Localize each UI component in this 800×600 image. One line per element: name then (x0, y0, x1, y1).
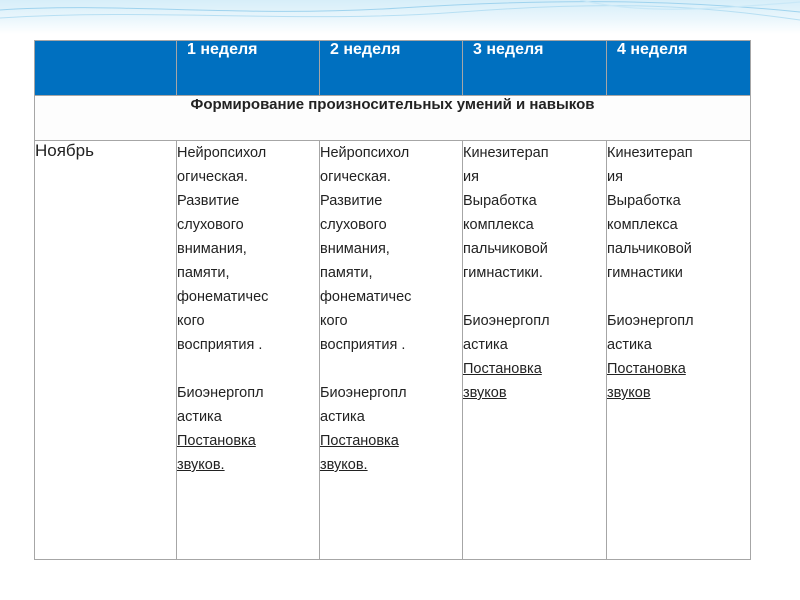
underlined-line: Постановка (320, 433, 399, 449)
underlined-line: звуков. (177, 457, 225, 473)
underlined-line: звуков. (320, 457, 368, 473)
week-1-cell (177, 141, 320, 560)
activity-line: Выработка (463, 193, 537, 209)
header-week-3: 3 неделя (463, 41, 607, 96)
activity-line: кого (320, 313, 348, 329)
activity-line: кого (177, 313, 205, 329)
activity-line: восприятия . (320, 337, 406, 353)
week-2-cell (320, 141, 463, 560)
activity-line: гимнастики (607, 265, 683, 281)
activity-line: огическая. (320, 169, 391, 185)
bio-line: астика (607, 337, 652, 353)
activity-line: Кинезитерап (607, 145, 693, 161)
activity-line: пальчиковой (463, 241, 548, 257)
activity-line: Нейропсихол (320, 145, 410, 161)
line-gap (463, 285, 606, 309)
section-title: Формирование произносительных умений и навыков (35, 96, 751, 141)
activity-line: комплекса (607, 217, 678, 233)
activity-line: фонематичес (177, 289, 269, 305)
underlined-line: звуков (463, 385, 507, 401)
schedule-table (34, 40, 751, 560)
line-gap (320, 357, 462, 381)
bio-line: астика (320, 409, 365, 425)
activity-line: огическая. (177, 169, 248, 185)
activity-line: Нейропсихол (177, 145, 267, 161)
activity-line: ия (463, 169, 479, 185)
section-row (35, 96, 751, 141)
activity-line: внимания, (177, 241, 247, 257)
activity-line: ия (607, 169, 623, 185)
activity-line: Кинезитерап (463, 145, 549, 161)
header-week-2: 2 неделя (320, 41, 463, 96)
bio-line: Биоэнергопл (463, 313, 550, 329)
activity-line: памяти, (320, 265, 373, 281)
underlined-line: Постановка (607, 361, 686, 377)
activity-line: памяти, (177, 265, 230, 281)
week-4-cell (607, 141, 751, 560)
activity-line: восприятия . (177, 337, 263, 353)
activity-line: слухового (177, 217, 244, 233)
header-row (35, 41, 751, 96)
bio-line: Биоэнергопл (320, 385, 407, 401)
month-row (35, 141, 751, 560)
bio-line: астика (177, 409, 222, 425)
month-label: Ноябрь (35, 141, 177, 560)
activity-line: слухового (320, 217, 387, 233)
activity-line: Развитие (320, 193, 383, 209)
activity-line: Выработка (607, 193, 681, 209)
bio-line: Биоэнергопл (607, 313, 694, 329)
line-gap (177, 357, 319, 381)
activity-line: комплекса (463, 217, 534, 233)
activity-line: фонематичес (320, 289, 412, 305)
activity-line: пальчиковой (607, 241, 692, 257)
activity-line: гимнастики. (463, 265, 543, 281)
activity-line: Развитие (177, 193, 240, 209)
bio-line: Биоэнергопл (177, 385, 264, 401)
activity-line: внимания, (320, 241, 390, 257)
bio-line: астика (463, 337, 508, 353)
underlined-line: звуков (607, 385, 651, 401)
week-3-cell (463, 141, 607, 560)
header-week-4: 4 неделя (607, 41, 751, 96)
underlined-line: Постановка (177, 433, 256, 449)
top-decoration (0, 0, 800, 34)
line-gap (607, 285, 750, 309)
header-corner-cell (35, 41, 177, 96)
header-week-1: 1 неделя (177, 41, 320, 96)
wave-decoration (0, 0, 800, 34)
underlined-line: Постановка (463, 361, 542, 377)
